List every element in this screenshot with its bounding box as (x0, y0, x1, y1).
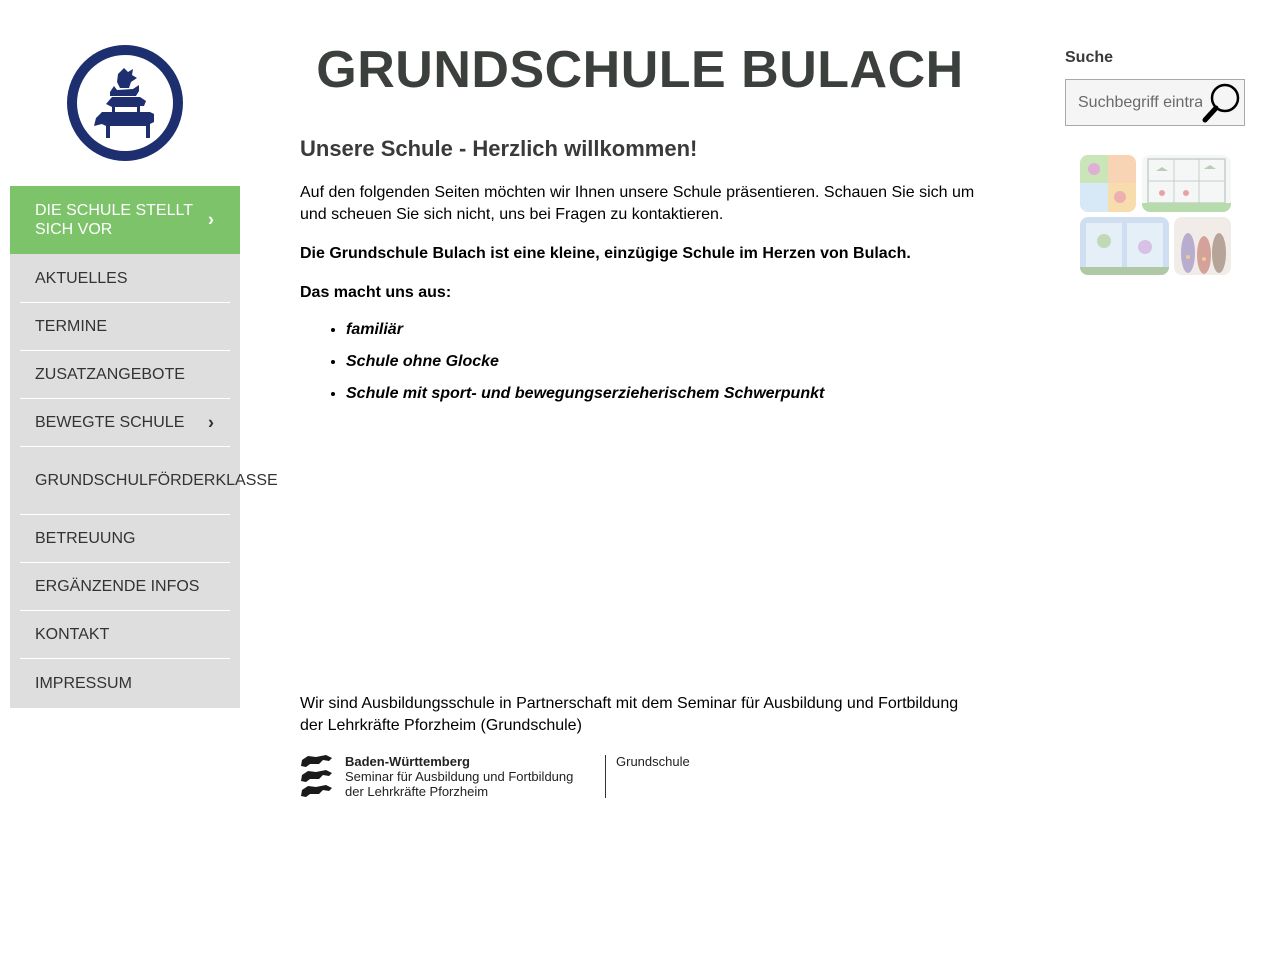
seminar-logo-type: Grundschule (616, 754, 690, 769)
search-input[interactable] (1066, 80, 1202, 125)
gallery-image[interactable] (1080, 155, 1136, 212)
search-label: Suche (1065, 49, 1114, 66)
gallery-image[interactable] (1142, 155, 1231, 212)
search-form (1065, 79, 1245, 126)
gallery-image[interactable] (1080, 217, 1169, 275)
nav-item-3[interactable] (20, 350, 230, 398)
nav-item-label: ERGÄNZENDE INFOS (35, 578, 200, 595)
seminar-logo-city: der Lehrkräfte Pforzheim (345, 784, 489, 799)
page-heading: Unsere Schule - Herzlich willkommen! (300, 136, 698, 161)
nav-item-label: DIE SCHULE STELLT SICH VOR (35, 202, 193, 238)
school-logo[interactable] (66, 44, 184, 162)
search-button[interactable] (1200, 81, 1242, 124)
features-list (346, 319, 980, 405)
nav-item-label: BETREUUNG (35, 530, 136, 547)
seminar-logo[interactable] (300, 754, 700, 800)
nav-item-5[interactable] (20, 446, 278, 514)
lions-coat-of-arms-icon (300, 754, 334, 800)
features-heading: Das macht uns aus: (300, 284, 452, 301)
nav-item-label: TERMINE (35, 318, 107, 335)
seminar-logo-state: Baden-Württemberg (345, 754, 470, 769)
nav-item-label: KONTAKT (35, 626, 110, 643)
nav-item-0[interactable] (10, 186, 240, 254)
nav-item-label: ZUSATZANGEBOTE (35, 366, 185, 383)
chevron-right-icon: › (208, 412, 214, 432)
nav-item-8[interactable] (20, 610, 230, 658)
nav-item-label: IMPRESSUM (35, 675, 132, 692)
gallery-image[interactable] (1174, 217, 1231, 275)
school-description: Die Grundschule Bulach ist eine kleine, einzügige Schule im Herzen von Bulach. (300, 245, 911, 262)
logo-emblem-icon (66, 44, 184, 162)
chevron-right-icon: › (208, 209, 214, 230)
intro-text: Auf den folgenden Seiten möchten wir Ihnen unsere Schule präsentieren. Schauen Sie sich um und scheuen Sie sich nicht, uns bei Fragen zu kontaktieren. (300, 184, 975, 223)
seminar-logo-divider (605, 755, 606, 798)
nav-item-9[interactable] (20, 658, 230, 708)
main-navigation (10, 186, 278, 708)
site-title: GRUNDSCHULE BULACH (316, 41, 964, 99)
nav-item-label: AKTUELLES (35, 269, 128, 287)
nav-item-label: GRUNDSCHULFÖRDERKLASSE (35, 472, 278, 489)
nav-item-4[interactable] (20, 398, 230, 446)
list-item: • familiär (346, 319, 980, 341)
nav-item-6[interactable] (20, 514, 230, 562)
main-content (300, 136, 980, 415)
nav-item-7[interactable] (20, 562, 230, 610)
list-item: • Schule mit sport- und bewegungserzieherischem Schwerpunkt (346, 383, 980, 405)
seminar-logo-name: Seminar für Ausbildung und Fortbildung (345, 769, 574, 784)
nav-item-label: BEWEGTE SCHULE (35, 414, 185, 431)
nav-item-2[interactable] (20, 302, 230, 350)
image-gallery[interactable] (1080, 155, 1231, 275)
partnership-text: Wir sind Ausbildungsschule in Partnerschaft mit dem Seminar für Ausbildung und Fortbildung der Lehrkräfte Pforzheim (Grundschule) (300, 695, 959, 734)
magnifier-icon (1200, 81, 1242, 124)
nav-item-1[interactable] (20, 254, 230, 302)
list-item: • Schule ohne Glocke (346, 351, 980, 373)
